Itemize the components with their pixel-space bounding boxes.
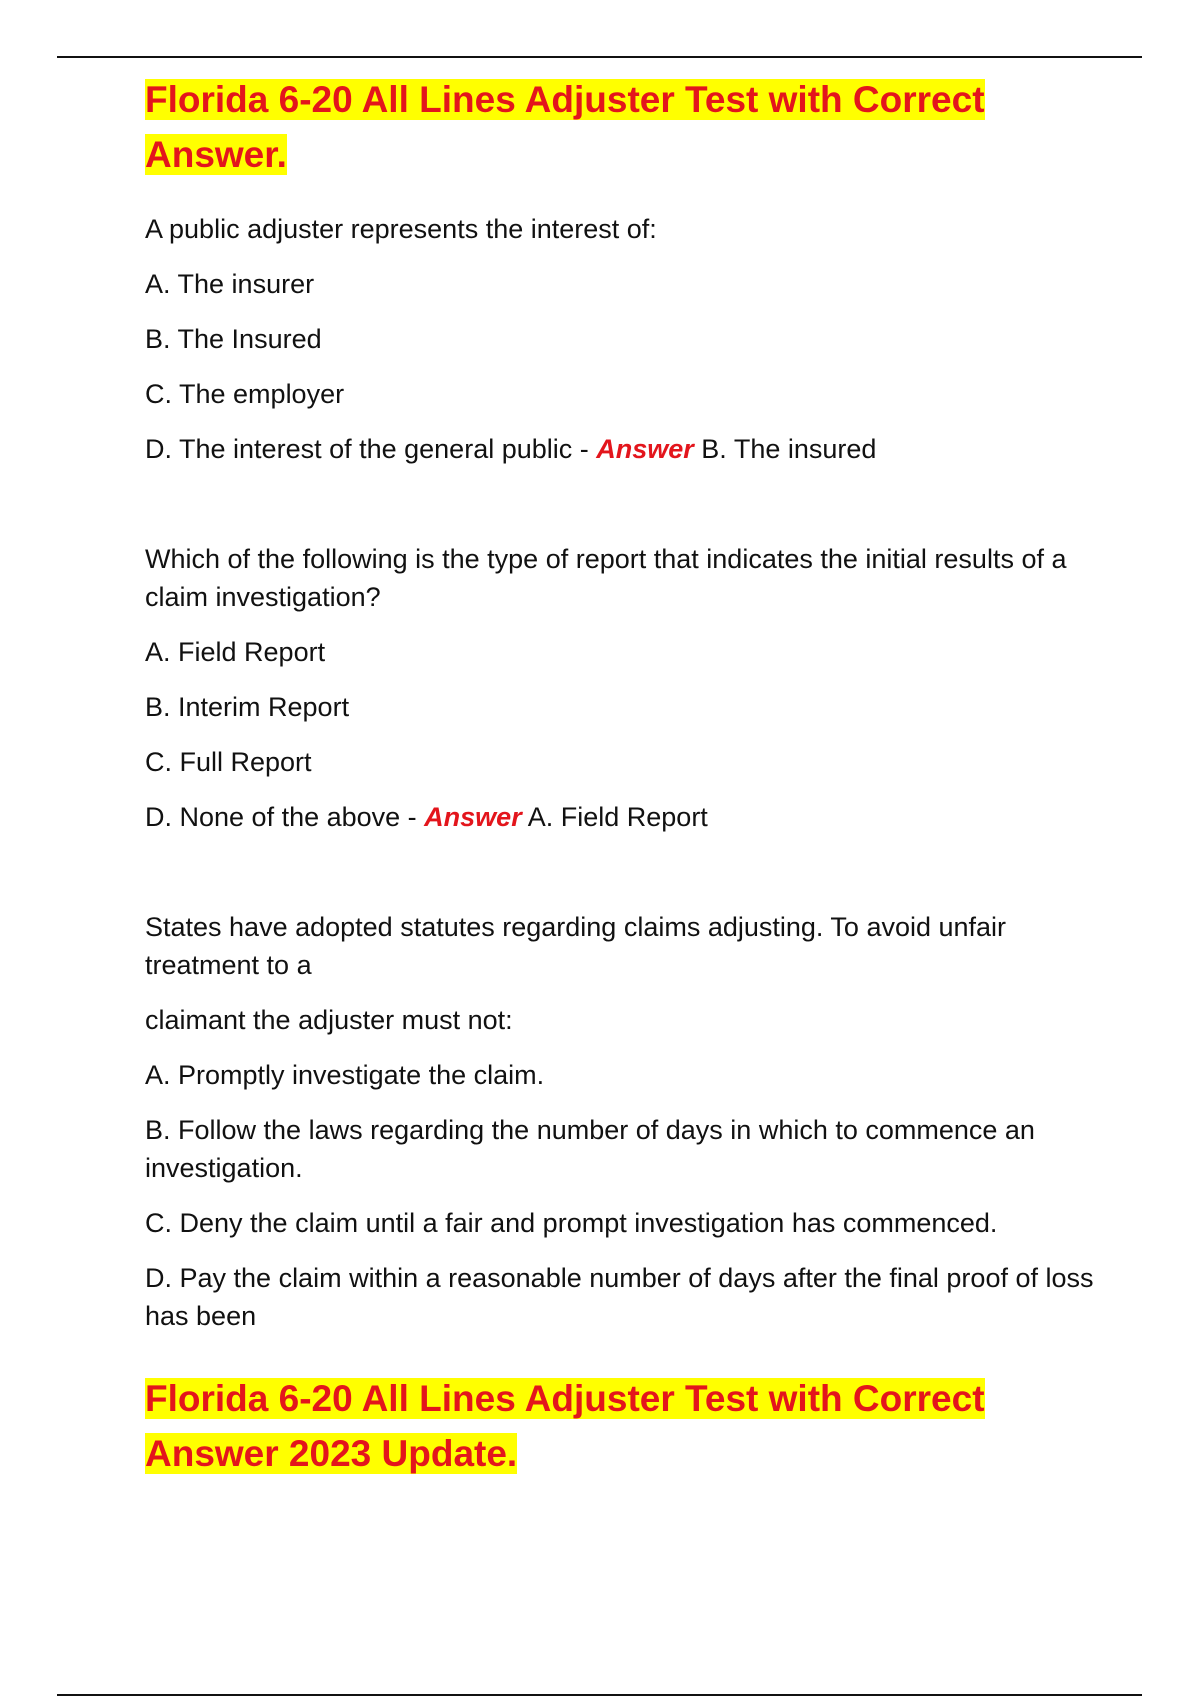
option-c: C. The employer <box>145 379 345 409</box>
question-stem: A public adjuster represents the interest of: <box>145 214 657 244</box>
answer-text: B. The insured <box>693 434 877 464</box>
document-title: Florida 6-20 All Lines Adjuster Test with Correct Answer. <box>145 79 985 175</box>
option-d: D. None of the above - <box>145 802 425 832</box>
option-d-with-answer <box>145 798 1095 836</box>
option-c: C. Full Report <box>145 747 312 777</box>
answer-label: Answer <box>424 802 522 832</box>
question-stem-line-1: States have adopted statutes regarding claims adjusting. To avoid unfair treatment to a <box>145 912 1007 980</box>
option-d: D. The interest of the general public - <box>145 434 597 464</box>
option-b: B. The Insured <box>145 324 322 354</box>
question-stem-line-2: claimant the adjuster must not: <box>145 1005 513 1035</box>
option-d: D. Pay the claim within a reasonable number of days after the final proof of loss has been <box>145 1263 1094 1331</box>
question-stem: Which of the following is the type of report that indicates the initial results of a claim investigation? <box>145 544 1067 612</box>
footer-heading: Florida 6-20 All Lines Adjuster Test with Correct Answer 2023 Update. <box>145 1378 985 1474</box>
option-b: B. Follow the laws regarding the number of days in which to commence an investigation. <box>145 1115 1035 1183</box>
option-c: C. Deny the claim until a fair and prompt investigation has commenced. <box>145 1208 998 1238</box>
option-a: A. Promptly investigate the claim. <box>145 1060 545 1090</box>
bottom-rule <box>57 1694 1142 1696</box>
answer-text: A. Field Report <box>521 802 708 832</box>
answer-label: Answer <box>596 434 694 464</box>
option-d-with-answer <box>145 430 1095 468</box>
question-1 <box>145 210 1095 468</box>
document-page <box>145 72 1095 1481</box>
question-2 <box>145 540 1095 836</box>
option-a: A. Field Report <box>145 637 326 667</box>
option-b: B. Interim Report <box>145 692 350 722</box>
question-3 <box>145 908 1095 1335</box>
option-a: A. The insurer <box>145 269 315 299</box>
top-rule <box>57 56 1142 58</box>
